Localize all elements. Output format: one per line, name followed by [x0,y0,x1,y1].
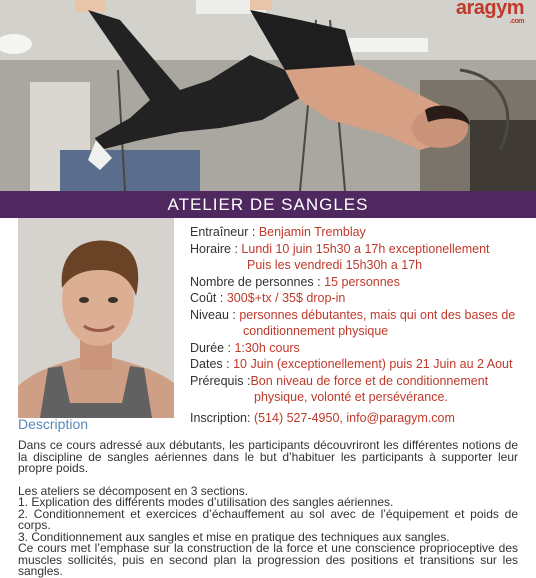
trainer-row [190,224,536,241]
people-label: Nombre de personnes : [190,274,321,289]
people-row [190,274,536,291]
duration-label: Durée : [190,340,231,355]
trainer-photo [18,218,174,418]
dates-label: Dates : [190,357,230,371]
prereq-value-1: Bon niveau de force et de conditionnement [250,373,489,388]
trainer-portrait [18,218,174,418]
prereq-value-2: physique, volonté et persévérance. [254,390,448,404]
trainer-value: Benjamin Tremblay [258,225,366,239]
course-details [190,224,536,426]
description-closing: Ce cours met l’emphase sur la construction de la force et une conscience proprioceptive des muscles sollicités, puis en second plan la progression des positions et transitions sur les sangles. [18,541,518,578]
level-row [190,307,536,324]
inscription-row [190,410,536,427]
sections-intro: Les ateliers se décomposent en 3 sections. [18,483,249,498]
cost-label: Coût : [190,291,224,305]
prereq-row-2 [190,389,536,406]
level-value-2: conditionnement physique [243,324,389,338]
logo-text: aragym [455,0,524,19]
schedule-value-1: Lundi 10 juin 15h30 a 17h exceptionellement [241,241,490,256]
inscription-label: Inscription: [190,410,251,425]
schedule-row [190,241,536,258]
course-title: ATELIER DE SANGLES [0,191,536,218]
section-3: 3. Conditionnement aux sangles et mise en pratique des techniques aux sangles. [18,529,450,544]
trainer-label: Entraîneur : [190,225,256,239]
level-row-2 [190,323,536,340]
schedule-label: Horaire : [190,241,238,256]
description-heading: Description [18,416,89,432]
level-value-1: personnes débutantes, mais qui ont des bases de [239,307,516,322]
people-value: 15 personnes [324,274,400,289]
dates-value: 10 Juin (exceptionellement) puis 21 Juin au 2 Aout [233,357,513,371]
section-1: 1. Explication des différents modes d’utilisation des sangles aériennes. [18,495,394,509]
dates-row [190,356,536,373]
section-2: 2. Conditionnement et exercices d’échauffement au sol avec de l’équipement et poids de corps. [18,506,518,532]
description-intro: Dans ce cours adressé aux débutants, les participants découvriront les différentes notions de la discipline de sangles aériennes dans le but d’habituer les participants à supporter leur propre poids. [18,438,518,475]
cost-row [190,290,536,307]
description-body [18,440,518,578]
paragym-logo[interactable] [456,0,524,30]
duration-value: 1:30h cours [234,340,300,355]
cost-value: 300$+tx / 35$ drop-in [226,291,346,305]
prereq-label: Prérequis : [190,373,251,388]
schedule-row-2 [190,257,536,274]
level-label: Niveau : [190,307,236,322]
logo-suffix: .com [509,18,524,25]
inscription-contact[interactable]: (514) 527-4950, info@paragym.com [253,410,455,425]
prereq-row [190,373,536,390]
schedule-value-2: Puis les vendredi 15h30h a 17h [247,258,423,272]
duration-row [190,340,536,357]
hero-photo [0,0,536,191]
